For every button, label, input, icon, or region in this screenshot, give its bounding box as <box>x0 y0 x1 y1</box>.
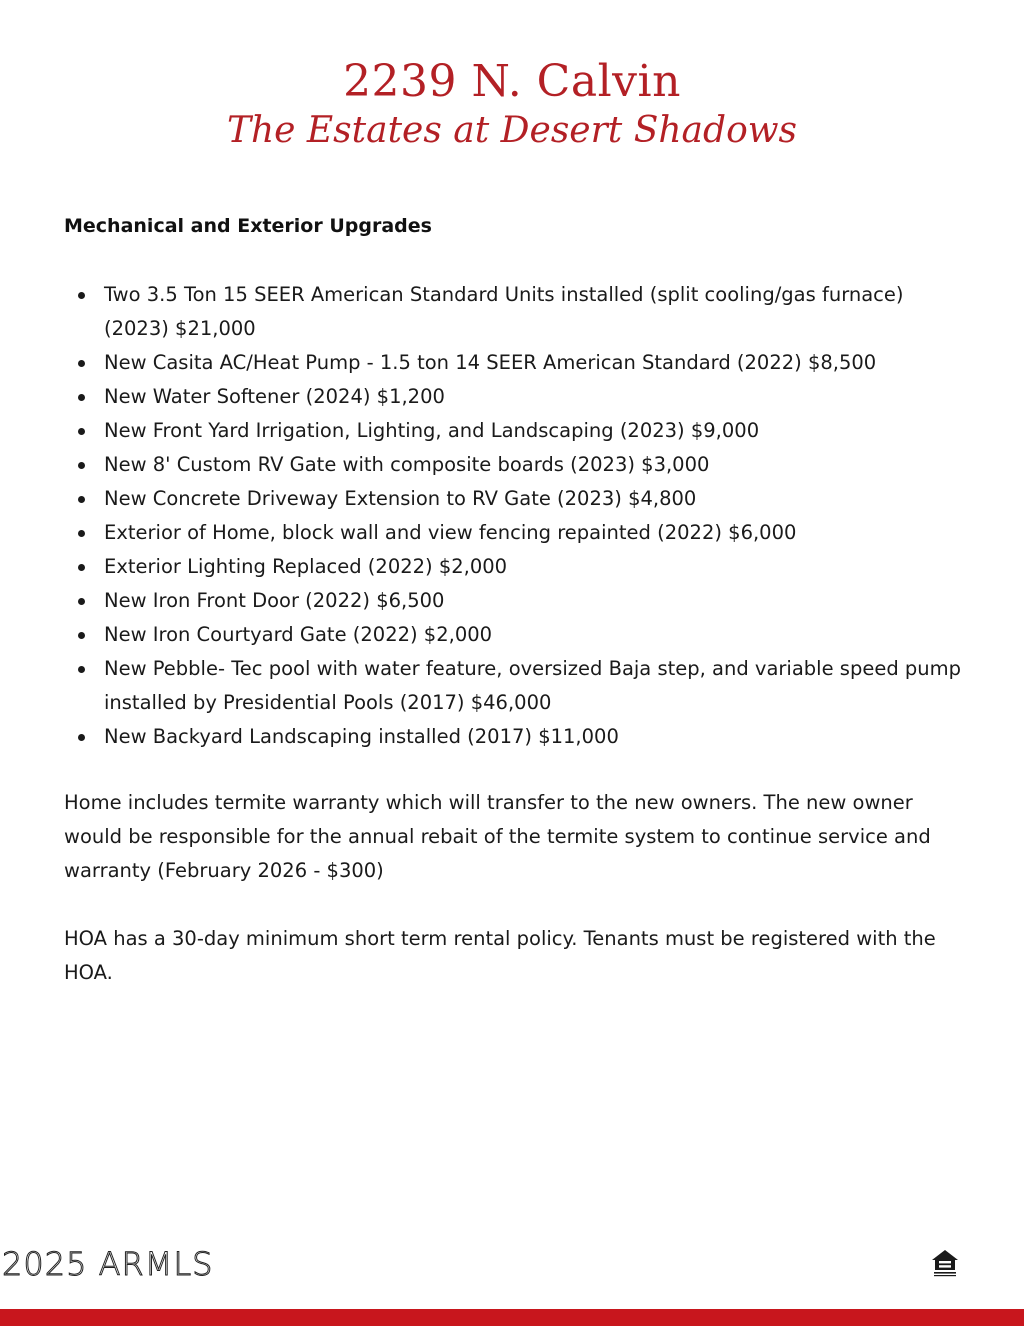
termite-paragraph: Home includes termite warranty which will transfer to the new owners. The new owner would be responsible for the annual rebait of the termite system to continue service and warranty (February 2026 - $300) <box>64 791 931 882</box>
list-item: New 8' Custom RV Gate with composite boards (2023) $3,000 <box>64 448 964 482</box>
copyright-watermark: 2025 ARMLS <box>2 1245 214 1283</box>
list-item: New Iron Front Door (2022) $6,500 <box>64 584 964 618</box>
footer-bar <box>0 1309 1024 1326</box>
list-item: New Front Yard Irrigation, Lighting, and Landscaping (2023) $9,000 <box>64 414 964 448</box>
hoa-paragraph: HOA has a 30-day minimum short term rental policy. Tenants must be registered with the HOA. <box>64 927 936 984</box>
list-item: New Pebble- Tec pool with water feature, oversized Baja step, and variable speed pump installed by Presidential Pools (2017) $46,000 <box>64 652 964 720</box>
section-heading: Mechanical and Exterior Upgrades <box>64 215 432 237</box>
list-item: Two 3.5 Ton 15 SEER American Standard Units installed (split cooling/gas furnace) (2023) $21,000 <box>64 278 964 346</box>
list-item: New Concrete Driveway Extension to RV Gate (2023) $4,800 <box>64 482 964 516</box>
list-item: New Backyard Landscaping installed (2017) $11,000 <box>64 720 964 754</box>
page-title: 2239 N. Calvin <box>343 56 681 107</box>
list-item: New Water Softener (2024) $1,200 <box>64 380 964 414</box>
list-item: Exterior of Home, block wall and view fencing repainted (2022) $6,000 <box>64 516 964 550</box>
equal-housing-opportunity-icon <box>930 1248 960 1278</box>
list-item: New Iron Courtyard Gate (2022) $2,000 <box>64 618 964 652</box>
page-subtitle: The Estates at Desert Shadows <box>226 110 798 151</box>
list-item: Exterior Lighting Replaced (2022) $2,000 <box>64 550 964 584</box>
list-item: New Casita AC/Heat Pump - 1.5 ton 14 SEER American Standard (2022) $8,500 <box>64 346 964 380</box>
upgrade-list <box>64 278 964 754</box>
